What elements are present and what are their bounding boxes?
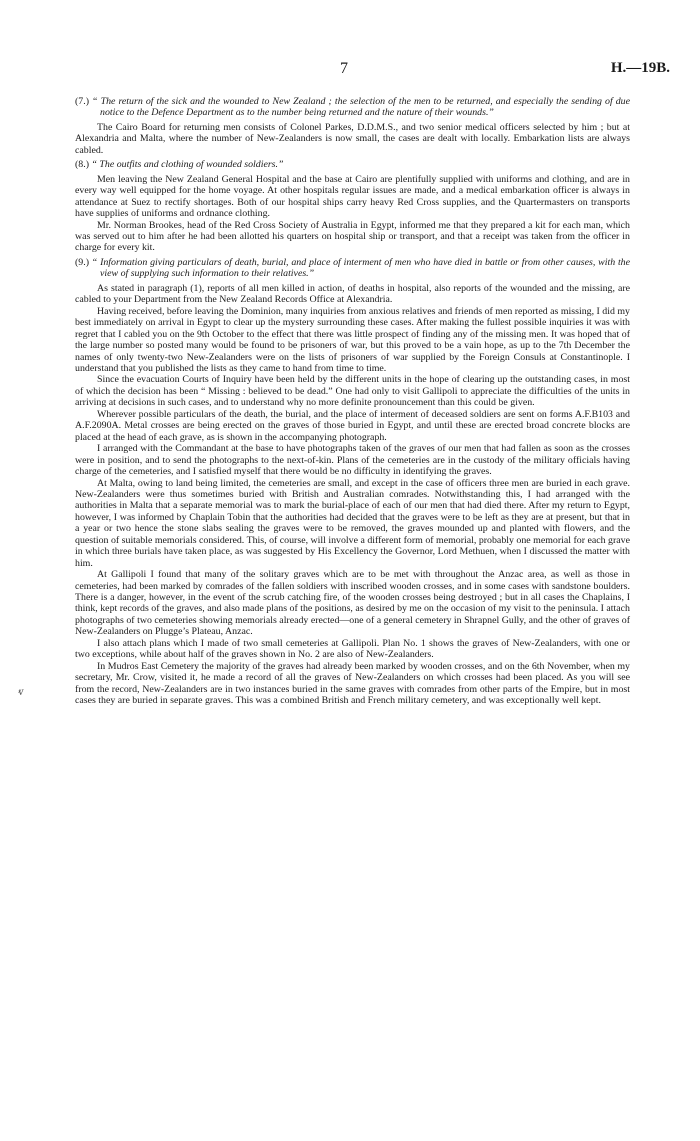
section-heading-text: “ The outfits and clothing of wounded soldiers.” bbox=[91, 159, 284, 171]
section-heading-7 bbox=[75, 96, 630, 119]
paragraph: At Gallipoli I found that many of the solitary graves which are to be met with throughout the Anzac area, as well as those in cemeteries, had been marked by comrades of the fallen soldiers with inscribed wooden crosses, and in some cases with sandstone boulders. There is a danger, however, in the event of the scrub catching fire, of the wooden crosses being destroyed ; but in all cases the Chaplains, I think, kept records of the graves, and also made plans of the positions, as desired by me on the occasion of my visit to the peninsula. I attach photographs of two cemeteries showing memorials already erected—one of a general cemetery in Shrapnel Gully, and the other of graves of New-Zealanders on Plugge’s Plateau, Anzac. bbox=[75, 569, 630, 638]
paragraph: Since the evacuation Courts of Inquiry have been held by the different units in the hope of clearing up the outstanding cases, in most of which the decision has been “ Missing : believed to be dead.” One had only to visit Gallipoli to appreciate the difficulties of the units in arriving at decisions in such cases, and to understand why no more definite pronouncement than this could be given. bbox=[75, 374, 630, 409]
section-heading-8 bbox=[75, 159, 630, 170]
paragraph: Men leaving the New Zealand General Hospital and the base at Cairo are plentifully supplied with uniforms and clothing, and are in every way well equipped for the home voyage. At other hospitals regular issues are made, and a medical embarkation officer is always in attendance at Suez to rectify shortages. Both of our hospital ships carry heavy Red Cross supplies, and the Quartermasters on transports have supplies of uniforms and ordnance clothing. bbox=[75, 173, 630, 220]
paragraph: Having received, before leaving the Dominion, many inquiries from anxious relatives and friends of men reported as missing, I did my best immediately on arrival in Egypt to clear up the mystery surrounding these cases. After making the fullest possible inquiries it was with regret that I cabled you on the 9th October to the effect that there was little prospect of finding any of the missing men. It was hoped that of the large number so posted many would be found to be prisoners of war, but this proved to be a vain hope, as up to the 7th December the names of only twenty-two New-Zealanders were on the lists of prisoners of war supplied by the Foreign Consuls at Constantinople. I understand that you published the lists as they came to hand from time to time. bbox=[75, 305, 630, 374]
paragraph: At Malta, owing to land being limited, the cemeteries are small, and except in the case of officers three men are buried in each grave. New-Zealanders were thus sometimes buried with British and Australian comrades. Notwithstanding this, I had arranged with the authorities in Malta that a separate memorial was to mark the burial-place of each of our men that had died there. After my return to Egypt, however, I was informed by Chaplain Tobin that the authorities had decided that the graves were to be left as they are at present, but that in a year or two hence the stone slabs sealing the graves were to be removed, the graves mounded up and planted with flowers, and the question of suitable memorials considered. This, of course, will involve a different form of memorial, probably one memorial for each grave in which three burials have taken place, as was suggested by His Excellency the Governor, Lord Methuen, when I discussed the matter with him. bbox=[75, 477, 630, 569]
section-heading-text: “ The return of the sick and the wounded to New Zealand ; the selection of the men to be returned, and especially the sending of due notice to the Defence Department as to the number being returned and the nature of their wounds.” bbox=[92, 96, 631, 119]
paragraph: As stated in paragraph (1), reports of all men killed in action, of deaths in hospital, also reports of the wounded and the missing, are cabled to your Department from the New Zealand Records Office at Alexandria. bbox=[75, 282, 630, 306]
paragraph: The Cairo Board for returning men consists of Colonel Parkes, D.D.M.S., and two senior medical officers selected by him ; but at Alexandria and Malta, where the number of New-Zealanders is now small, the cases are dealt with locally. Embarkation lists are always cabled. bbox=[75, 121, 630, 156]
section-number: (9.) bbox=[75, 256, 89, 268]
section-number: (7.) bbox=[75, 96, 89, 107]
paragraph: I also attach plans which I made of two small cemeteries at Gallipoli. Plan No. 1 shows the graves of New-Zealanders, with one or two exceptions, while about half of the graves shown in No. 2 are also of New-Zealanders. bbox=[75, 637, 630, 661]
paragraph: Mr. Norman Brookes, head of the Red Cross Society of Australia in Egypt, informed me that they prepared a kit for each man, which was served out to him after he had been allotted his quarters on hospital ship or transport, and that a receipt was taken from the officer in charge for every kit. bbox=[75, 219, 630, 254]
section-heading-text: “ Information giving particulars of death, burial, and place of interment of men who have died in battle or from other causes, with the view of supplying such information to their relatives.” bbox=[91, 256, 631, 280]
paragraph: I arranged with the Commandant at the base to have photographs taken of the graves of our men that had fallen as soon as the crosses were in position, and to send the photographs to the next-of-kin. Plans of the cemeteries are in the custody of the military officials having charge of the cemeteries, and I satisfied myself that there would be no difficulty in identifying the graves. bbox=[75, 443, 630, 478]
page-number: 7 bbox=[340, 60, 348, 77]
paragraph: Wherever possible particulars of the death, the burial, and the place of interment of deceased soldiers are sent on forms A.F.B103 and A.F.2090A. Metal crosses are being erected on the graves of those buried in Egypt, and until these are erected broad concrete blocks are placed at the head of each grave, as is shown in the accompanying photograph. bbox=[75, 408, 630, 443]
document-reference: H.—19B. bbox=[610, 60, 670, 76]
section-heading-9 bbox=[75, 257, 630, 280]
section-number: (8.) bbox=[75, 159, 89, 171]
paragraph: In Mudros East Cemetery the majority of the graves had already been marked by wooden crosses, and on the 6th November, when my secretary, Mr. Crow, visited it, he made a record of all the graves of New-Zealanders on which crosses had been placed. As you will see from the record, New-Zealanders are in two instances buried in the same graves with comrades from other parts of the Empire, but in most cases they are buried in separate graves. This was a combined British and French military cemetery, and was exceptionally well kept. bbox=[75, 660, 630, 707]
document-body bbox=[75, 93, 630, 707]
margin-mark: ⱴ bbox=[18, 684, 24, 698]
